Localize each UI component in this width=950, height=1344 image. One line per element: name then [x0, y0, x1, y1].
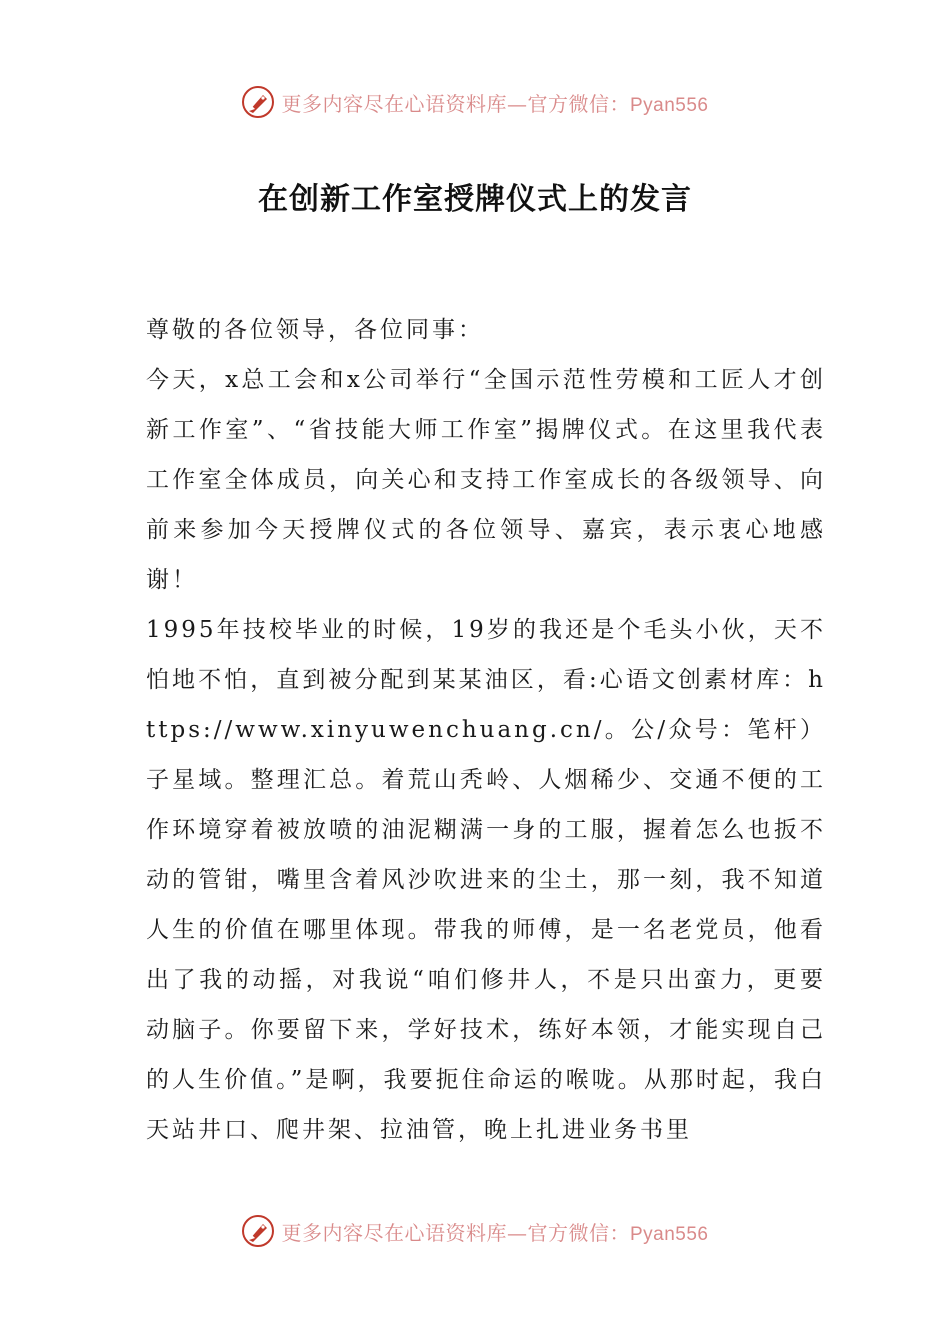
banner-label: 更多内容尽在心语资料库—官方微信：: [281, 91, 630, 116]
header-banner: [0, 82, 950, 122]
paragraph-2: 1995年技校毕业的时候，19岁的我还是个毛头小伙，天不怕地不怕，直到被分配到某某油区，看:心语文创素材库：https://www.xinyuwenchuang.cn/。公/众号：笔杆）子星域。整理汇总。着荒山秃岭、人烟稀少、交通不便的工作环境穿着被放喷的油泥糊满一身的工服，握着怎么也扳不动的管钳，嘴里含着风沙吹进来的尘土，那一刻，我不知道人生的价值在哪里体现。带我的师傅，是一名老党员，他看出了我的动摇，对我说“咱们修井人，不是只出蛮力，更要动脑子。你要留下来，学好技术，练好本领，才能实现自己的人生价值。”是啊，我要扼住命运的喉咙。从那时起，我白天站井口、爬井架、拉油管，晚上扎进业务书里: [146, 617, 826, 1143]
banner-text: [281, 88, 708, 117]
document-body: [146, 305, 826, 1155]
wechat-id: Pyan556: [629, 1223, 709, 1245]
salutation: 尊敬的各位领导，各位同事：: [146, 317, 484, 343]
footer-banner: [0, 1211, 950, 1251]
page-title: 在创新工作室授牌仪式上的发言: [258, 182, 692, 217]
banner-text: [281, 1217, 708, 1246]
paragraph-1: 今天，x总工会和x公司举行“全国示范性劳模和工匠人才创新工作室”、“省技能大师工作室”揭牌仪式。在这里我代表工作室全体成员，向关心和支持工作室成长的各级领导、向前来参加今天授牌仪式的各位领导、嘉宾，表示衷心地感谢！: [146, 367, 826, 593]
wechat-id: Pyan556: [629, 94, 709, 116]
banner-label: 更多内容尽在心语资料库—官方微信：: [281, 1220, 630, 1245]
pen-nib-icon: [241, 1214, 275, 1248]
pen-nib-icon: [241, 85, 275, 119]
